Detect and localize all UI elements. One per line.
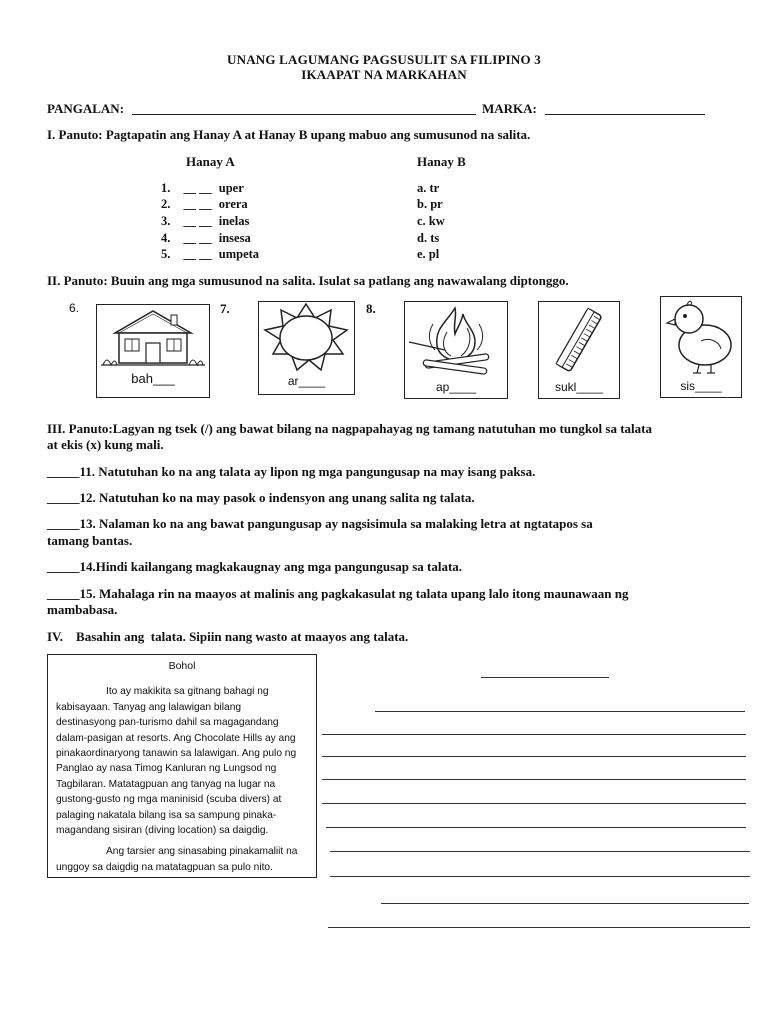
passage-line: dalam-pasigan at resorts. Ang Chocolate Hills ay ang <box>56 732 296 744</box>
column-b-item: a. tr <box>417 181 440 195</box>
answer-blank[interactable]: __ __ <box>183 214 212 228</box>
statement-11[interactable]: _____11. Natutuhan ko na ang talata ay lipon ng mga pangungusap na may isang paksa. <box>47 464 536 479</box>
picture-label: ap____ <box>435 380 477 394</box>
passage-line: pinakaordinaryong tanawin sa lalawigan. Ang pulo ng <box>56 748 297 760</box>
part1-instruction: I. Panuto: Pagtapatin ang Hanay A at Hanay B upang mabuo ang sumusunod na salita. <box>47 127 531 142</box>
house-icon <box>97 305 209 371</box>
passage-line: destinasyong pan-turismo dahil sa magagandang <box>56 717 279 729</box>
writing-line[interactable] <box>381 903 749 904</box>
passage-line: unggoy sa daigdig na matatagpuan sa pulo nito. <box>56 861 273 873</box>
item-number: 5. <box>161 247 171 261</box>
column-b-item: b. pr <box>417 197 443 211</box>
chick-icon <box>661 297 741 375</box>
picture-card-comb <box>538 301 620 399</box>
score-field-label: MARKA: <box>482 101 537 116</box>
part3-instruction-cont: at ekis (x) kung mali. <box>47 437 164 452</box>
picture-label: bah___ <box>131 371 175 386</box>
column-b-item: d. ts <box>417 231 440 245</box>
picture-card-sun <box>258 301 355 395</box>
word-fragment: umpeta <box>218 247 260 261</box>
statement-13-cont: tamang bantas. <box>47 533 133 548</box>
item-number-8: 8. <box>366 301 376 316</box>
word-fragment: uper <box>218 181 244 195</box>
column-b-title: Hanay B <box>417 154 466 169</box>
column-a-item <box>161 197 248 212</box>
writing-line[interactable] <box>322 734 746 735</box>
answer-blank[interactable]: __ __ <box>183 197 212 211</box>
worksheet-title: UNANG LAGUMANG PAGSUSULIT SA FILIPINO 3 <box>227 52 541 67</box>
name-field-line[interactable] <box>132 114 476 115</box>
word-fragment: insesa <box>218 231 251 245</box>
passage-line: Tagbilaran. Matatagpuan ang tanyag na lugar na <box>56 778 276 790</box>
writing-line[interactable] <box>322 779 746 780</box>
statement-12[interactable]: _____12. Natutuhan ko na may pasok o indensyon ang unang salita ng talata. <box>47 490 475 505</box>
picture-label: sukl____ <box>554 380 604 394</box>
column-a-item <box>161 181 244 196</box>
picture-label: ar____ <box>287 374 326 388</box>
passage-line: magandang sisiran (diving location) sa daigdig. <box>56 825 269 837</box>
passage-paragraph-2 <box>48 844 316 875</box>
passage-line: Panglao ay nasa Timog Kanluran ng Lungsod ng <box>56 763 277 775</box>
passage-line: gustong-gusto ng mga maninisid (scuba divers) at <box>56 794 282 806</box>
item-number: 4. <box>161 231 171 245</box>
writing-line[interactable] <box>328 927 750 928</box>
writing-line[interactable] <box>375 711 745 712</box>
writing-line[interactable] <box>330 876 750 877</box>
statement-13[interactable]: _____13. Nalaman ko na ang bawat pangungusap ay nagsisimula sa malaking letra at ngtatapos sa <box>47 516 593 531</box>
campfire-icon <box>405 302 507 378</box>
answer-blank[interactable]: __ __ <box>183 231 212 245</box>
comb-icon <box>539 302 619 378</box>
part4-instruction: IV. Basahin ang talata. Sipiin nang wasto at maayos ang talata. <box>47 629 409 644</box>
statement-14[interactable]: _____14.Hindi kailangang magkakaugnay ang mga pangungusap sa talata. <box>47 559 463 574</box>
part3-instruction: III. Panuto:Lagyan ng tsek (/) ang bawat bilang na nagpapahayag ng tamang natutuhan mo tungkol sa talata <box>47 421 653 436</box>
writing-line[interactable] <box>322 756 746 757</box>
score-field-line[interactable] <box>545 114 705 115</box>
picture-label: sis____ <box>680 379 722 393</box>
sun-icon <box>259 302 354 372</box>
column-a-item <box>161 231 251 246</box>
answer-blank[interactable]: __ __ <box>183 181 212 195</box>
picture-card-house <box>96 304 210 398</box>
passage-box <box>47 654 317 878</box>
writing-line-title[interactable] <box>481 677 609 678</box>
picture-card-campfire <box>404 301 508 399</box>
word-fragment: orera <box>218 197 248 211</box>
column-a-item <box>161 214 249 229</box>
column-b-item: c. kw <box>417 214 445 228</box>
item-number: 3. <box>161 214 171 228</box>
word-fragment: inelas <box>218 214 250 228</box>
passage-title: Bohol <box>168 660 196 672</box>
item-number-6: 6. <box>69 301 80 315</box>
column-b-item: e. pl <box>417 247 440 261</box>
statement-15-cont: mambabasa. <box>47 602 118 617</box>
item-number-7: 7. <box>220 301 230 316</box>
column-a-title: Hanay A <box>186 154 235 169</box>
item-number: 1. <box>161 181 171 195</box>
passage-paragraph-1 <box>48 684 316 838</box>
column-a-item <box>161 247 259 262</box>
passage-line: palaging nakatala bilang isa sa sampung pinaka- <box>56 809 277 821</box>
picture-card-chick <box>660 296 742 398</box>
statement-15[interactable]: _____15. Mahalaga rin na maayos at malinis ang pagkakasulat ng talata upang lalo itong maunawaan ng <box>47 586 629 601</box>
worksheet-subtitle: IKAAPAT NA MARKAHAN <box>301 67 467 82</box>
writing-line[interactable] <box>330 851 750 852</box>
writing-line[interactable] <box>322 803 746 804</box>
passage-line: kabisayaan. Tanyag ang lalawigan bilang <box>56 701 242 713</box>
passage-line: Ito ay makikita sa gitnang bahagi ng <box>106 686 269 698</box>
writing-line[interactable] <box>326 827 746 828</box>
passage-line: Ang tarsier ang sinasabing pinakamaliit na <box>106 846 298 858</box>
part2-instruction: II. Panuto: Buuin ang mga sumusunod na salita. Isulat sa patlang ang nawawalang diptonggo. <box>47 273 569 288</box>
answer-blank[interactable]: __ __ <box>183 247 212 261</box>
item-number: 2. <box>161 197 171 211</box>
name-field-label: PANGALAN: <box>47 101 125 116</box>
